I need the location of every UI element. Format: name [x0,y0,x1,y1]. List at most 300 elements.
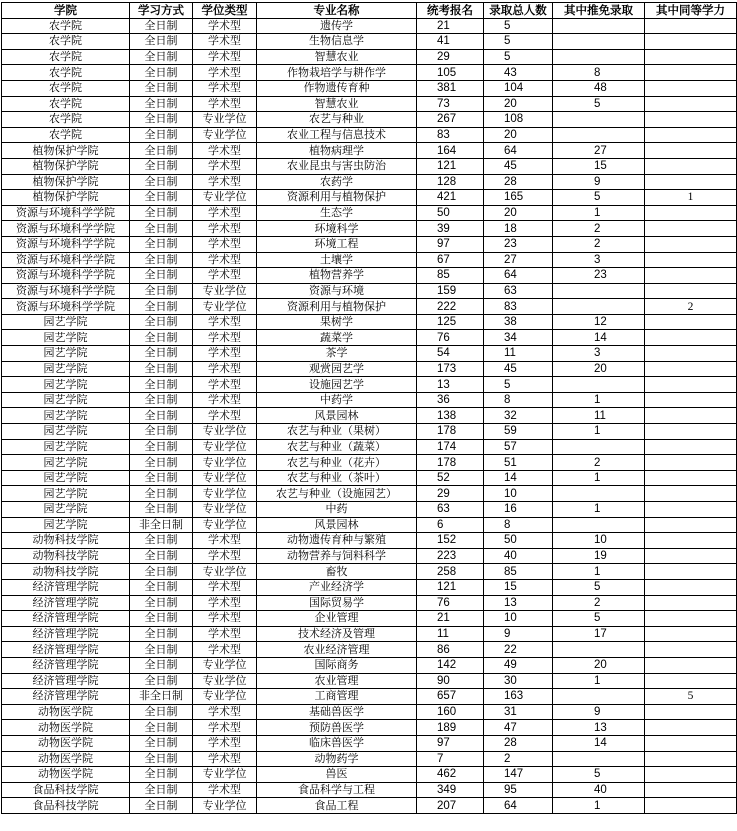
major-name-cell: 蔬菜学 [257,330,417,346]
major-name-cell: 产业经济学 [257,579,417,595]
table-row [2,767,737,783]
applicants-cell: 657 [417,689,484,705]
applicants-cell: 421 [417,190,484,206]
total-admitted-cell: 5 [484,377,553,393]
equivalent-cell [645,127,737,143]
college-cell: 农学院 [2,127,130,143]
major-name-cell: 农业管理 [257,673,417,689]
study-mode-cell: 全日制 [130,65,193,81]
table-row [2,346,737,362]
degree-type-cell: 学术型 [193,330,257,346]
total-admitted-cell: 45 [484,361,553,377]
study-mode-cell: 全日制 [130,611,193,627]
applicants-cell: 29 [417,486,484,502]
degree-type-cell: 专业学位 [193,283,257,299]
study-mode-cell: 全日制 [130,112,193,128]
study-mode-cell: 全日制 [130,80,193,96]
major-name-cell: 动物营养与饲料科学 [257,548,417,564]
applicants-cell: 13 [417,377,484,393]
college-cell: 动物医学院 [2,704,130,720]
total-admitted-cell: 49 [484,657,553,673]
header-total-admitted: 录取总人数 [484,3,553,19]
recommended-cell: 5 [553,611,645,627]
equivalent-cell [645,564,737,580]
college-cell: 园艺学院 [2,455,130,471]
table-row [2,49,737,65]
college-cell: 经济管理学院 [2,689,130,705]
table-row [2,221,737,237]
major-name-cell: 中药 [257,502,417,518]
major-name-cell: 生态学 [257,205,417,221]
equivalent-cell [645,455,737,471]
total-admitted-cell: 27 [484,252,553,268]
degree-type-cell: 学术型 [193,533,257,549]
header-study-mode: 学习方式 [130,3,193,19]
major-name-cell: 技术经济及管理 [257,626,417,642]
applicants-cell: 128 [417,174,484,190]
equivalent-cell [645,49,737,65]
table-row [2,377,737,393]
study-mode-cell: 全日制 [130,377,193,393]
recommended-cell: 17 [553,626,645,642]
degree-type-cell: 专业学位 [193,190,257,206]
total-admitted-cell: 43 [484,65,553,81]
major-name-cell: 基础兽医学 [257,704,417,720]
recommended-cell: 27 [553,143,645,159]
table-row [2,268,737,284]
college-cell: 园艺学院 [2,361,130,377]
major-name-cell: 风景园林 [257,517,417,533]
degree-type-cell: 学术型 [193,174,257,190]
equivalent-cell [645,221,737,237]
total-admitted-cell: 5 [484,18,553,34]
degree-type-cell: 专业学位 [193,798,257,814]
college-cell: 经济管理学院 [2,595,130,611]
header-degree-type: 学位类型 [193,3,257,19]
table-row [2,80,737,96]
college-cell: 食品科技学院 [2,782,130,798]
applicants-cell: 178 [417,424,484,440]
college-cell: 动物医学院 [2,767,130,783]
total-admitted-cell: 40 [484,548,553,564]
recommended-cell [553,517,645,533]
table-row [2,361,737,377]
table-row [2,626,737,642]
table-row [2,236,737,252]
table-row [2,735,737,751]
degree-type-cell: 学术型 [193,314,257,330]
equivalent-cell [645,236,737,252]
study-mode-cell: 全日制 [130,424,193,440]
equivalent-cell [645,314,737,330]
recommended-cell: 14 [553,735,645,751]
table-row [2,595,737,611]
recommended-cell [553,49,645,65]
total-admitted-cell: 50 [484,533,553,549]
study-mode-cell: 全日制 [130,330,193,346]
major-name-cell: 农艺与种业 [257,112,417,128]
table-row [2,252,737,268]
header-recommended-admitted: 其中推免录取 [553,3,645,19]
study-mode-cell: 全日制 [130,751,193,767]
table-row [2,564,737,580]
equivalent-cell [645,502,737,518]
equivalent-cell [645,517,737,533]
study-mode-cell: 全日制 [130,579,193,595]
major-name-cell: 预防兽医学 [257,720,417,736]
table-row [2,34,737,50]
college-cell: 经济管理学院 [2,673,130,689]
recommended-cell: 13 [553,720,645,736]
applicants-cell: 258 [417,564,484,580]
table-row [2,18,737,34]
total-admitted-cell: 83 [484,299,553,315]
header-major-name: 专业名称 [257,3,417,19]
recommended-cell: 20 [553,361,645,377]
equivalent-cell [645,642,737,658]
study-mode-cell: 全日制 [130,283,193,299]
total-admitted-cell: 2 [484,751,553,767]
total-admitted-cell: 47 [484,720,553,736]
degree-type-cell: 学术型 [193,252,257,268]
applicants-cell: 222 [417,299,484,315]
table-row [2,689,737,705]
study-mode-cell: 全日制 [130,782,193,798]
equivalent-cell [645,424,737,440]
equivalent-cell [645,704,737,720]
applicants-cell: 138 [417,408,484,424]
table-row [2,408,737,424]
total-admitted-cell: 8 [484,517,553,533]
study-mode-cell: 全日制 [130,720,193,736]
applicants-cell: 6 [417,517,484,533]
recommended-cell: 1 [553,673,645,689]
total-admitted-cell: 20 [484,96,553,112]
recommended-cell: 40 [553,782,645,798]
degree-type-cell: 专业学位 [193,657,257,673]
total-admitted-cell: 64 [484,798,553,814]
applicants-cell: 73 [417,96,484,112]
recommended-cell: 48 [553,80,645,96]
applicants-cell: 105 [417,65,484,81]
table-body [2,18,737,813]
equivalent-cell [645,96,737,112]
table-row [2,392,737,408]
total-admitted-cell: 9 [484,626,553,642]
degree-type-cell: 学术型 [193,735,257,751]
college-cell: 植物保护学院 [2,158,130,174]
recommended-cell [553,112,645,128]
recommended-cell: 1 [553,205,645,221]
equivalent-cell [645,611,737,627]
degree-type-cell: 专业学位 [193,564,257,580]
equivalent-cell [645,782,737,798]
study-mode-cell: 全日制 [130,174,193,190]
major-name-cell: 茶学 [257,346,417,362]
degree-type-cell: 学术型 [193,49,257,65]
applicants-cell: 174 [417,439,484,455]
table-row [2,190,737,206]
major-name-cell: 资源利用与植物保护 [257,190,417,206]
degree-type-cell: 专业学位 [193,127,257,143]
college-cell: 园艺学院 [2,517,130,533]
degree-type-cell: 学术型 [193,34,257,50]
table-row [2,127,737,143]
degree-type-cell: 专业学位 [193,112,257,128]
table-row [2,642,737,658]
table-row [2,96,737,112]
recommended-cell [553,299,645,315]
total-admitted-cell: 20 [484,205,553,221]
recommended-cell [553,283,645,299]
applicants-cell: 11 [417,626,484,642]
study-mode-cell: 全日制 [130,767,193,783]
degree-type-cell: 学术型 [193,221,257,237]
table-row [2,673,737,689]
major-name-cell: 环境工程 [257,236,417,252]
major-name-cell: 植物病理学 [257,143,417,159]
degree-type-cell: 学术型 [193,205,257,221]
degree-type-cell: 学术型 [193,158,257,174]
college-cell: 动物医学院 [2,735,130,751]
table-row [2,657,737,673]
major-name-cell: 农艺与种业（果树） [257,424,417,440]
college-cell: 农学院 [2,112,130,128]
major-name-cell: 植物营养学 [257,268,417,284]
equivalent-cell [645,657,737,673]
study-mode-cell: 全日制 [130,346,193,362]
study-mode-cell: 全日制 [130,299,193,315]
recommended-cell [553,751,645,767]
table-row [2,283,737,299]
degree-type-cell: 学术型 [193,80,257,96]
major-name-cell: 农药学 [257,174,417,190]
recommended-cell: 14 [553,330,645,346]
degree-type-cell: 学术型 [193,361,257,377]
college-cell: 园艺学院 [2,470,130,486]
recommended-cell [553,689,645,705]
total-admitted-cell: 5 [484,49,553,65]
major-name-cell: 风景园林 [257,408,417,424]
total-admitted-cell: 23 [484,236,553,252]
table-row [2,548,737,564]
total-admitted-cell: 147 [484,767,553,783]
degree-type-cell: 学术型 [193,18,257,34]
total-admitted-cell: 85 [484,564,553,580]
degree-type-cell: 学术型 [193,392,257,408]
major-name-cell: 农业经济管理 [257,642,417,658]
table-row [2,158,737,174]
total-admitted-cell: 63 [484,283,553,299]
recommended-cell: 23 [553,268,645,284]
major-name-cell: 兽医 [257,767,417,783]
equivalent-cell [645,579,737,595]
total-admitted-cell: 64 [484,143,553,159]
study-mode-cell: 全日制 [130,470,193,486]
equivalent-cell [645,392,737,408]
college-cell: 植物保护学院 [2,143,130,159]
total-admitted-cell: 28 [484,735,553,751]
total-admitted-cell: 11 [484,346,553,362]
table-row [2,112,737,128]
recommended-cell: 5 [553,96,645,112]
study-mode-cell: 全日制 [130,657,193,673]
degree-type-cell: 学术型 [193,143,257,159]
equivalent-cell [645,143,737,159]
table-row [2,455,737,471]
recommended-cell: 11 [553,408,645,424]
applicants-cell: 173 [417,361,484,377]
degree-type-cell: 学术型 [193,595,257,611]
total-admitted-cell: 57 [484,439,553,455]
total-admitted-cell: 38 [484,314,553,330]
applicants-cell: 160 [417,704,484,720]
equivalent-cell [645,470,737,486]
applicants-cell: 159 [417,283,484,299]
table-row [2,470,737,486]
major-name-cell: 食品工程 [257,798,417,814]
study-mode-cell: 全日制 [130,127,193,143]
recommended-cell: 15 [553,158,645,174]
degree-type-cell: 学术型 [193,408,257,424]
applicants-cell: 349 [417,782,484,798]
college-cell: 资源与环境科学学院 [2,252,130,268]
total-admitted-cell: 13 [484,595,553,611]
applicants-cell: 39 [417,221,484,237]
college-cell: 动物科技学院 [2,533,130,549]
college-cell: 动物科技学院 [2,564,130,580]
major-name-cell: 资源利用与植物保护 [257,299,417,315]
college-cell: 资源与环境科学学院 [2,283,130,299]
college-cell: 园艺学院 [2,439,130,455]
recommended-cell [553,18,645,34]
applicants-cell: 97 [417,735,484,751]
equivalent-cell [645,595,737,611]
total-admitted-cell: 20 [484,127,553,143]
recommended-cell [553,34,645,50]
equivalent-cell [645,252,737,268]
table-row [2,798,737,814]
table-row [2,143,737,159]
applicants-cell: 63 [417,502,484,518]
recommended-cell: 5 [553,190,645,206]
college-cell: 植物保护学院 [2,174,130,190]
degree-type-cell: 学术型 [193,268,257,284]
equivalent-cell [645,486,737,502]
table-row [2,299,737,315]
study-mode-cell: 全日制 [130,190,193,206]
recommended-cell: 2 [553,236,645,252]
applicants-cell: 207 [417,798,484,814]
recommended-cell: 8 [553,65,645,81]
study-mode-cell: 全日制 [130,704,193,720]
equivalent-cell [645,377,737,393]
major-name-cell: 土壤学 [257,252,417,268]
total-admitted-cell: 30 [484,673,553,689]
major-name-cell: 临床兽医学 [257,735,417,751]
study-mode-cell: 全日制 [130,502,193,518]
total-admitted-cell: 32 [484,408,553,424]
degree-type-cell: 专业学位 [193,455,257,471]
recommended-cell: 10 [553,533,645,549]
total-admitted-cell: 108 [484,112,553,128]
major-name-cell: 果树学 [257,314,417,330]
header-applicants: 统考报名 [417,3,484,19]
degree-type-cell: 专业学位 [193,673,257,689]
study-mode-cell: 全日制 [130,34,193,50]
study-mode-cell: 全日制 [130,361,193,377]
equivalent-cell [645,408,737,424]
header-row [2,3,737,19]
table-row [2,533,737,549]
major-name-cell: 国际贸易学 [257,595,417,611]
major-name-cell: 作物遗传育种 [257,80,417,96]
table-row [2,720,737,736]
recommended-cell: 5 [553,767,645,783]
table-row [2,579,737,595]
study-mode-cell: 全日制 [130,798,193,814]
recommended-cell: 3 [553,346,645,362]
table-row [2,517,737,533]
recommended-cell: 1 [553,502,645,518]
total-admitted-cell: 45 [484,158,553,174]
study-mode-cell: 全日制 [130,595,193,611]
applicants-cell: 29 [417,49,484,65]
college-cell: 农学院 [2,18,130,34]
equivalent-cell [645,174,737,190]
recommended-cell [553,127,645,143]
applicants-cell: 76 [417,330,484,346]
total-admitted-cell: 22 [484,642,553,658]
applicants-cell: 97 [417,236,484,252]
applicants-cell: 125 [417,314,484,330]
equivalent-cell [645,112,737,128]
applicants-cell: 67 [417,252,484,268]
header-college: 学院 [2,3,130,19]
total-admitted-cell: 5 [484,34,553,50]
applicants-cell: 83 [417,127,484,143]
equivalent-cell [645,80,737,96]
major-name-cell: 畜牧 [257,564,417,580]
equivalent-cell [645,767,737,783]
header-equivalent-admitted: 其中同等学力 [645,3,737,19]
applicants-cell: 86 [417,642,484,658]
equivalent-cell [645,283,737,299]
major-name-cell: 国际商务 [257,657,417,673]
college-cell: 园艺学院 [2,424,130,440]
table-row [2,782,737,798]
recommended-cell [553,439,645,455]
total-admitted-cell: 10 [484,611,553,627]
degree-type-cell: 学术型 [193,377,257,393]
study-mode-cell: 全日制 [130,673,193,689]
study-mode-cell: 全日制 [130,533,193,549]
college-cell: 资源与环境科学学院 [2,268,130,284]
study-mode-cell: 全日制 [130,735,193,751]
equivalent-cell [645,18,737,34]
college-cell: 农学院 [2,65,130,81]
equivalent-cell [645,533,737,549]
applicants-cell: 189 [417,720,484,736]
total-admitted-cell: 10 [484,486,553,502]
applicants-cell: 85 [417,268,484,284]
total-admitted-cell: 31 [484,704,553,720]
major-name-cell: 农艺与种业（蔬菜） [257,439,417,455]
major-name-cell: 农业工程与信息技术 [257,127,417,143]
table-row [2,424,737,440]
college-cell: 农学院 [2,49,130,65]
major-name-cell: 工商管理 [257,689,417,705]
